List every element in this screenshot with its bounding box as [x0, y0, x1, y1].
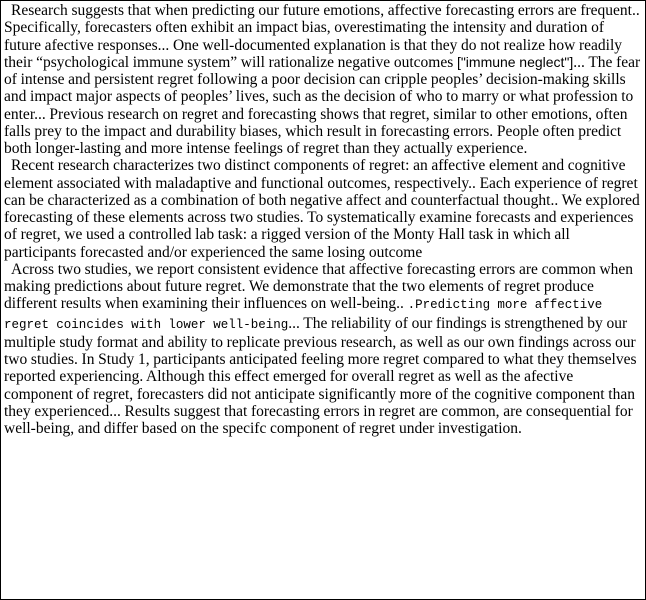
document-body [4, 2, 642, 437]
paragraph-study-results [4, 261, 642, 438]
text-segment: Research suggests that when predicting our future emotions, affective forecasting errors are frequent.. Specifically, forecasters often exhibit an impact bias, overestimating the intensity and duration of future afective responses... One well-documented explanation is that they do not realize how readily their “psychological immune system” will rationalize negative outcomes [4, 2, 640, 71]
text-segment-highlighted-finding: .Predicting more affective regret coincides with lower well-being [4, 298, 603, 332]
text-segment: Across two studies, we report consistent evidence that affective forecasting errors are common when making predictions about future regret. We demonstrate that the two elements of regret produce different results when examining their influences on well-being.. [4, 260, 634, 313]
paragraph-regret-components [4, 157, 642, 261]
text-segment: Recent research characterizes two distinct components of regret: an affective element and cognitive element associated with maladaptive and functional outcomes, respectively.. Each experience of regret can be characterized as a combination of both negative affect and counterfactual thought.. We explored forecasting of these elements across two studies. To systematically examine forecasts and experiences of regret, we used a controlled lab task: a rigged version of the Monty Hall task in which all participants forecasted and/or experienced the same losing outcome [4, 157, 640, 261]
text-segment-immune-neglect: ["immune neglect"] [456, 53, 574, 70]
paragraph-forecasting-errors [4, 2, 642, 157]
text-segment: ... The fear of intense and persistent regret following a poor decision can cripple peoples’ decision-making skills and impact major aspects of peoples’ lives, such as the decision of who to marry or what profession to enter... Previous research on regret and forecasting shows that regret, similar to other emotions, often falls prey to the impact and durability biases, which result in forecasting errors. People often predict both longer-lasting and more intense feelings of regret than they actually experience. [4, 53, 641, 157]
text-segment: ... The reliability of our findings is strengthened by our multiple study format and ability to replicate previous research, as well as our own findings across our two studies. In Study 1, participants anticipated feeling more regret compared to what they themselves reported experiencing. Although this effect emerged for overall regret as well as the afective component of regret, forecasters did not anticipate significantly more of the cognitive component than they experienced... Results suggest that forecasting errors in regret are common, are consequential for well-being, and differ based on the specifc component of regret under investigation. [4, 314, 637, 437]
